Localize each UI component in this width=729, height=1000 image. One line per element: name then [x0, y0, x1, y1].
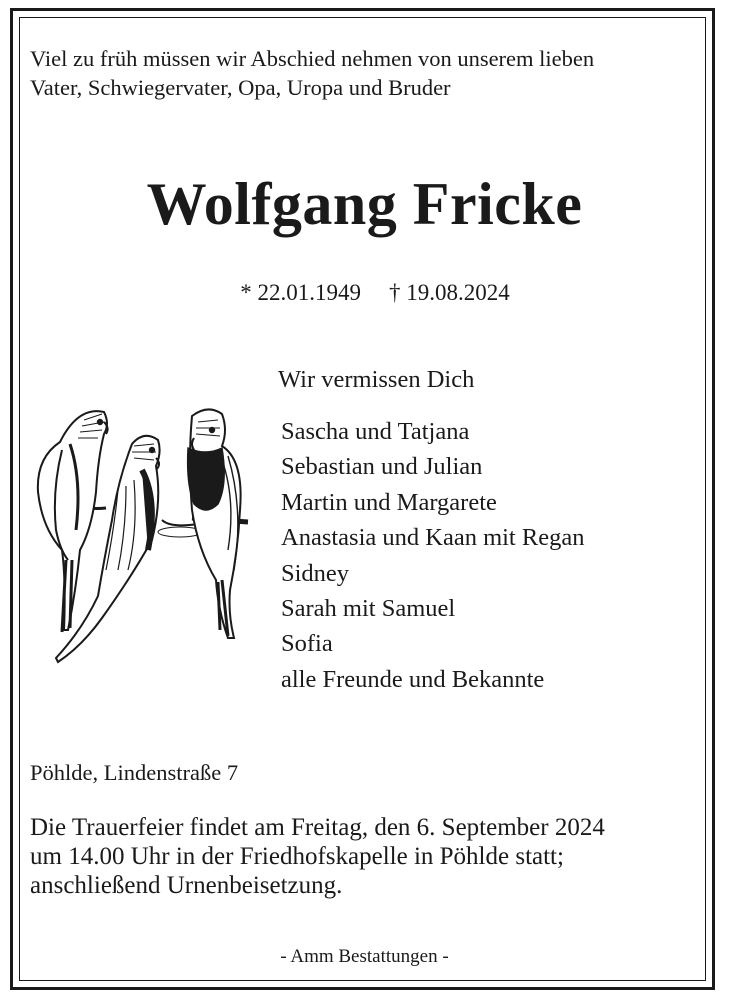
address: Pöhlde, Lindenstraße 7	[30, 760, 239, 785]
mourner-item: Sidney	[281, 559, 350, 587]
ceremony-line-1: Die Trauerfeier findet am Freitag, den 6. September 2024	[30, 814, 605, 841]
mourner-item: alle Freunde und Bekannte	[281, 665, 545, 693]
deceased-name: Wolfgang Fricke	[146, 171, 583, 237]
budgerigars-icon	[22, 400, 262, 670]
mourner-item: Sascha und Tatjana	[281, 418, 470, 445]
miss-line: Wir vermissen Dich	[278, 366, 475, 393]
mourner-item: Anastasia und Kaan mit Regan	[281, 524, 585, 552]
mourner-item: Sebastian und Julian	[281, 453, 483, 481]
life-dates	[0, 280, 729, 306]
intro-line-2: Vater, Schwiegervater, Opa, Uropa und Bruder	[30, 75, 451, 100]
undertaker-credit: - Amm Bestattungen -	[280, 946, 449, 967]
death-date: † 19.08.2024	[389, 280, 510, 305]
mourner-item: Martin und Margarete	[281, 488, 497, 516]
mourner-item: Sarah mit Samuel	[281, 595, 456, 623]
ceremony-text	[30, 813, 720, 900]
intro-text	[30, 44, 710, 102]
ceremony-line-2: um 14.00 Uhr in der Friedhofskapelle in Pöhlde statt;	[30, 843, 564, 870]
intro-line-1: Viel zu früh müssen wir Abschied nehmen von unserem lieben	[30, 46, 595, 71]
mourner-item: Sofia	[281, 630, 333, 658]
mourners-list	[281, 414, 584, 697]
ceremony-line-3: anschließend Urnenbeisetzung.	[30, 872, 343, 899]
birth-date: * 22.01.1949	[240, 280, 361, 305]
